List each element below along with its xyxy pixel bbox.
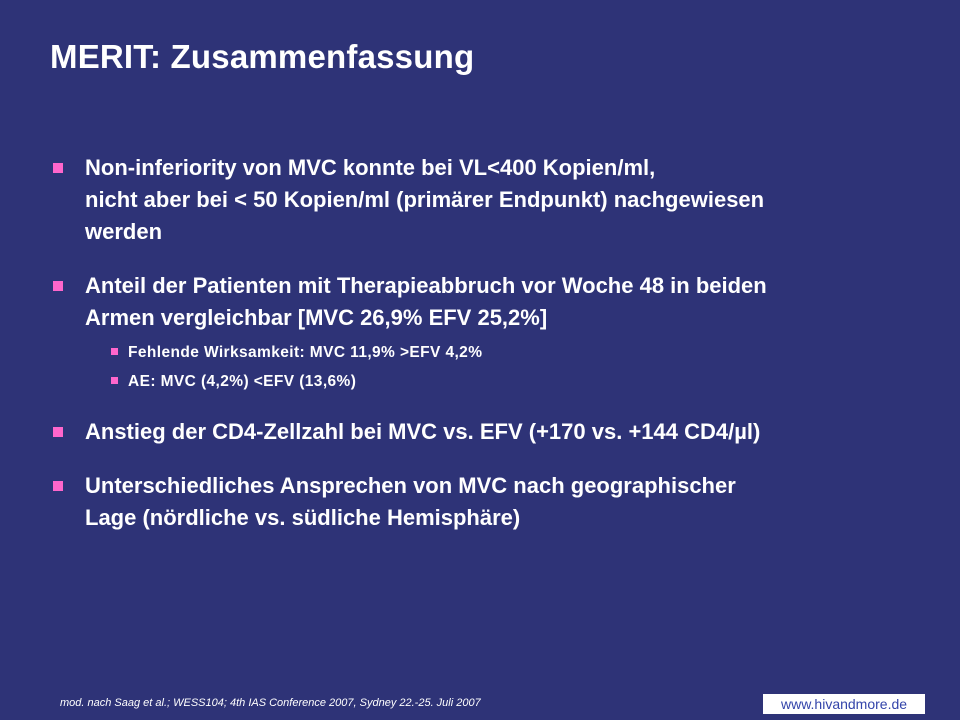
bullet-text-line: nicht aber bei < 50 Kopien/ml (primärer Endpunkt) nachgewiesen: [85, 187, 765, 212]
sub-bullet-text: AE: MVC (4,2%) <EFV (13,6%): [128, 373, 357, 390]
bullet-text-line: Non-inferiority von MVC konnte bei VL<400 Kopien/ml,: [85, 155, 656, 180]
square-bullet-icon: [53, 163, 63, 173]
bullet-text-line: werden: [85, 219, 163, 244]
bullet-text-line: Unterschiedliches Ansprechen von MVC nach geographischer: [85, 473, 736, 498]
square-sub-bullet-icon: [111, 377, 118, 384]
square-sub-bullet-icon: [111, 348, 118, 355]
bullet-text-line: Anstieg der CD4-Zellzahl bei MVC vs. EFV (+170 vs. +144 CD4/µl): [85, 419, 761, 444]
bullet-item: [50, 470, 930, 534]
sub-bullet-list: [85, 340, 930, 394]
bullet-item: [50, 270, 930, 394]
square-bullet-icon: [53, 481, 63, 491]
sub-bullet-text: Fehlende Wirksamkeit: MVC 11,9% >EFV 4,2%: [128, 344, 483, 361]
source-footnote: mod. nach Saag et al.; WESS104; 4th IAS Conference 2007, Sydney 22.-25. Juli 2007: [60, 697, 481, 709]
bullet-item: [50, 152, 930, 248]
square-bullet-icon: [53, 281, 63, 291]
bullet-item: [50, 416, 930, 448]
bullet-text-line: Anteil der Patienten mit Therapieabbruch vor Woche 48 in beiden: [85, 273, 767, 298]
square-bullet-icon: [53, 427, 63, 437]
bullet-text-line: Armen vergleichbar [MVC 26,9% EFV 25,2%]: [85, 305, 548, 330]
website-link[interactable]: www.hivandmore.de: [763, 694, 925, 714]
sub-bullet-item: [85, 369, 930, 394]
sub-bullet-item: [85, 340, 930, 365]
slide-title: MERIT: Zusammenfassung: [50, 38, 475, 75]
bullet-list: [50, 152, 930, 534]
bullet-text-line: Lage (nördliche vs. südliche Hemisphäre): [85, 505, 521, 530]
